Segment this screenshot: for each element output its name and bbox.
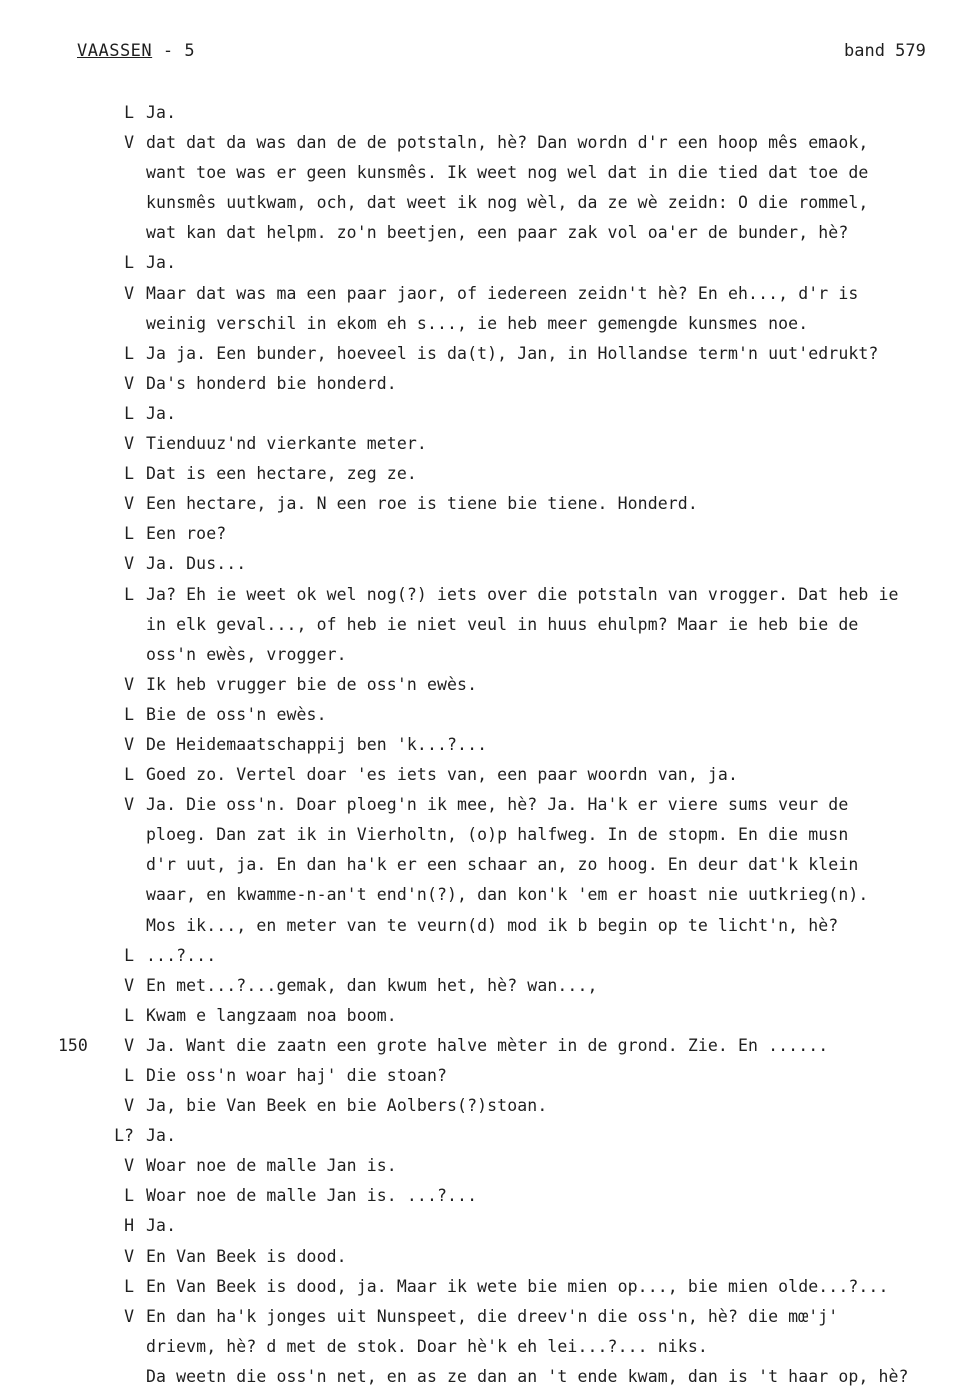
speaker-label: H bbox=[124, 1216, 134, 1236]
speaker-label: V bbox=[124, 373, 134, 393]
transcript-line bbox=[0, 549, 973, 579]
transcript-line bbox=[0, 670, 973, 700]
utterance-text: want toe was er geen kunsmês. Ik weet nog wel dat in die tied dat toe de bbox=[146, 163, 869, 183]
utterance-text: Ja. Want die zaatn een grote halve mèter in de grond. Zie. En ...... bbox=[146, 1035, 829, 1055]
utterance-text: weinig verschil in ekom eh s..., ie heb meer gemengde kunsmes noe. bbox=[146, 313, 809, 333]
transcript-line bbox=[0, 519, 973, 549]
utterance-text: Tienduuz'nd vierkante meter. bbox=[146, 434, 427, 454]
speaker-label: V bbox=[124, 975, 134, 995]
transcript-line bbox=[0, 1091, 973, 1121]
speaker-label: V bbox=[124, 734, 134, 754]
transcript-line bbox=[0, 489, 973, 519]
transcript-line bbox=[0, 188, 973, 218]
utterance-text: Ja? Eh ie weet ok wel nog(?) iets over die potstaln van vrogger. Dat heb ie bbox=[146, 584, 899, 604]
utterance-text: Ik heb vrugger bie de oss'n ewès. bbox=[146, 674, 478, 694]
utterance-text: Ja, bie Van Beek en bie Aolbers(?)stoan. bbox=[146, 1096, 548, 1116]
utterance-text: Maar dat was ma een paar jaor, of iedereen zeidn't hè? En eh..., d'r is bbox=[146, 283, 859, 303]
utterance-text: Ja ja. Een bunder, hoeveel is da(t), Jan, in Hollandse term'n uut'edrukt? bbox=[146, 343, 879, 363]
speaker-label: V bbox=[124, 434, 134, 454]
utterance-text: oss'n ewès, vrogger. bbox=[146, 644, 347, 664]
utterance-text: Ja. bbox=[146, 253, 177, 273]
transcript-line bbox=[0, 730, 973, 760]
utterance-text: Die oss'n woar haj' die stoan? bbox=[146, 1066, 448, 1085]
speaker-label: L bbox=[124, 765, 134, 785]
utterance-text: Ja. bbox=[146, 1216, 177, 1236]
utterance-text: En Van Beek is dood, ja. Maar ik wete bie mien op..., bie mien olde...?... bbox=[146, 1276, 889, 1296]
utterance-text: Een hectare, ja. N een roe is tiene bie tiene. Honderd. bbox=[146, 494, 698, 514]
speaker-label: L bbox=[124, 524, 134, 544]
speaker-label: V bbox=[124, 795, 134, 815]
band-label: band 579 bbox=[844, 41, 926, 61]
speaker-label: L bbox=[124, 403, 134, 423]
utterance-text: Woar noe de malle Jan is. ...?... bbox=[146, 1186, 478, 1206]
speaker-label: V bbox=[124, 554, 134, 574]
utterance-text: d'r uut, ja. En dan ha'k er een schaar an, zo hoog. En deur dat'k klein bbox=[146, 855, 859, 875]
transcript-line bbox=[0, 880, 973, 910]
utterance-text: dat dat da was dan de de potstaln, hè? Dan wordn d'r een hoop mês emaok, bbox=[146, 133, 869, 153]
transcript-line bbox=[0, 429, 973, 459]
transcript-line bbox=[0, 1242, 973, 1272]
speaker-label: V bbox=[124, 1096, 134, 1116]
transcript-line bbox=[0, 640, 973, 670]
speaker-label: L bbox=[124, 464, 134, 484]
transcript-body bbox=[0, 98, 973, 1392]
utterance-text: Een roe? bbox=[146, 524, 227, 544]
transcript-line bbox=[0, 309, 973, 339]
speaker-label: V bbox=[124, 133, 134, 153]
transcript-line bbox=[0, 1272, 973, 1302]
transcript-line bbox=[0, 369, 973, 399]
transcript-line bbox=[0, 1181, 973, 1211]
transcript-line bbox=[0, 1061, 973, 1091]
transcript-line bbox=[0, 1001, 973, 1031]
speaker-label: V bbox=[124, 283, 134, 303]
speaker-label: L bbox=[124, 343, 134, 363]
utterance-text: Ja. Die oss'n. Doar ploeg'n ik mee, hè? Ja. Ha'k er viere sums veur de bbox=[146, 795, 849, 815]
transcript-line bbox=[0, 399, 973, 429]
speaker-label: L bbox=[124, 1005, 134, 1025]
transcript-line bbox=[0, 820, 973, 850]
transcript-line bbox=[0, 971, 973, 1001]
transcript-line bbox=[0, 128, 973, 158]
speaker-label: L bbox=[124, 1276, 134, 1296]
speaker-label: V bbox=[124, 1156, 134, 1176]
utterance-text: Ja. bbox=[146, 403, 177, 423]
utterance-text: En met...?...gemak, dan kwum het, hè? wan..., bbox=[146, 975, 598, 995]
speaker-label: L bbox=[124, 253, 134, 273]
utterance-text: Ja. bbox=[146, 103, 177, 122]
transcript-line bbox=[0, 1211, 973, 1241]
page-number: - 5 bbox=[152, 41, 196, 61]
transcript-line bbox=[0, 279, 973, 309]
transcript-line bbox=[0, 850, 973, 880]
transcript-line bbox=[0, 1031, 973, 1061]
utterance-text: De Heidemaatschappij ben 'k...?... bbox=[146, 734, 488, 754]
transcript-line bbox=[0, 1332, 973, 1362]
transcript-line bbox=[0, 1151, 973, 1181]
utterance-text: Dat is een hectare, zeg ze. bbox=[146, 464, 417, 484]
transcript-line bbox=[0, 911, 973, 941]
transcript-line bbox=[0, 218, 973, 248]
transcript-line bbox=[0, 1121, 973, 1151]
transcript-line bbox=[0, 459, 973, 489]
transcript-line bbox=[0, 248, 973, 278]
utterance-text: Kwam e langzaam noa boom. bbox=[146, 1005, 397, 1025]
utterance-text: ...?... bbox=[146, 945, 217, 965]
transcript-line bbox=[0, 1302, 973, 1332]
utterance-text: Goed zo. Vertel doar 'es iets van, een paar woordn van, ja. bbox=[146, 765, 738, 785]
utterance-text: En Van Beek is dood. bbox=[146, 1246, 347, 1266]
speaker-label: L bbox=[124, 704, 134, 724]
utterance-text: drievm, hè? d met de stok. Doar hè'k eh lei...?... niks. bbox=[146, 1336, 708, 1356]
transcript-line bbox=[0, 158, 973, 188]
transcript-line bbox=[0, 790, 973, 820]
speaker-label: V bbox=[124, 1246, 134, 1266]
speaker-label: V bbox=[124, 1306, 134, 1326]
transcript-line bbox=[0, 760, 973, 790]
utterance-text: kunsmês uutkwam, och, dat weet ik nog wèl, da ze wè zeidn: O die rommel, bbox=[146, 193, 869, 213]
utterance-text: in elk geval..., of heb ie niet veul in huus ehulpm? Maar ie heb bie de bbox=[146, 614, 859, 634]
utterance-text: Bie de oss'n ewès. bbox=[146, 704, 327, 724]
transcript-line bbox=[0, 580, 973, 610]
speaker-label: V bbox=[124, 674, 134, 694]
utterance-text: ploeg. Dan zat ik in Vierholtn, (o)p halfweg. In de stopm. En die musn bbox=[146, 825, 849, 845]
utterance-text: Ja. bbox=[146, 1126, 177, 1146]
speaker-label: L bbox=[124, 1066, 134, 1085]
transcript-line bbox=[0, 98, 973, 128]
transcript-line bbox=[0, 610, 973, 640]
line-number: 150 bbox=[58, 1035, 88, 1055]
speaker-label: L bbox=[124, 945, 134, 965]
transcript-line bbox=[0, 1362, 973, 1392]
utterance-text: waar, en kwamme-n-an't end'n(?), dan kon'k 'em er hoast nie uutkrieg(n). bbox=[146, 885, 869, 905]
transcript-line bbox=[0, 700, 973, 730]
speaker-label: L bbox=[124, 584, 134, 604]
page-header-title bbox=[77, 41, 195, 61]
utterance-text: En dan ha'k jonges uit Nunspeet, die dreev'n die oss'n, hè? die mœ'j' bbox=[146, 1306, 839, 1326]
transcript-line bbox=[0, 941, 973, 971]
speaker-label: V bbox=[124, 494, 134, 514]
utterance-text: Da weetn die oss'n net, en as ze dan an 't ende kwam, dan is 't haar op, hè? bbox=[146, 1366, 909, 1386]
transcript-line bbox=[0, 339, 973, 369]
location-title: VAASSEN bbox=[77, 41, 153, 61]
speaker-label: L bbox=[124, 1186, 134, 1206]
speaker-label: V bbox=[124, 1035, 134, 1055]
utterance-text: Mos ik..., en meter van te veurn(d) mod ik b begin op te licht'n, hè? bbox=[146, 915, 839, 935]
speaker-label: L bbox=[124, 103, 134, 122]
utterance-text: Woar noe de malle Jan is. bbox=[146, 1156, 397, 1176]
speaker-label: L? bbox=[114, 1126, 134, 1146]
utterance-text: Da's honderd bie honderd. bbox=[146, 373, 397, 393]
utterance-text: wat kan dat helpm. zo'n beetjen, een paar zak vol oa'er de bunder, hè? bbox=[146, 223, 849, 243]
utterance-text: Ja. Dus... bbox=[146, 554, 247, 574]
